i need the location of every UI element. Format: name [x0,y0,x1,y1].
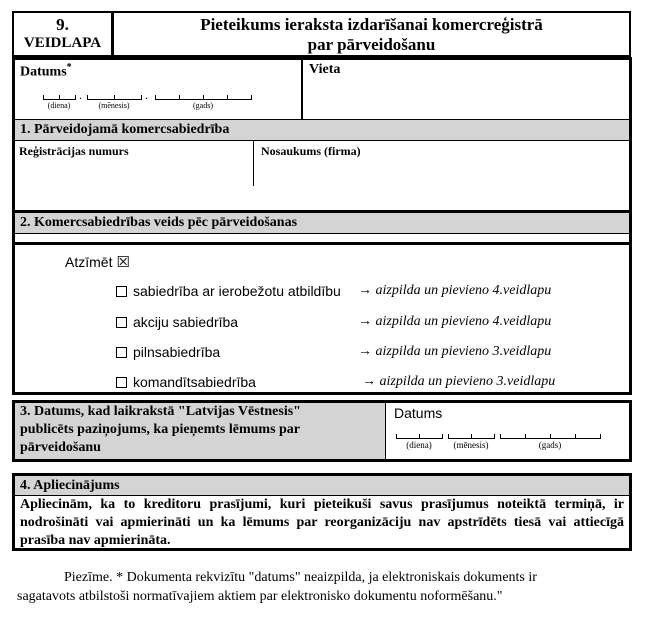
form-label: VEIDLAPA [23,35,102,51]
option-ks[interactable]: komandītsabiedrība [116,374,256,390]
section2-title: 2. Komercsabiedrības veids pēc pārveidošanas [15,213,629,234]
checked-box-icon: ☒ [116,254,130,271]
datums-label: Datums* [20,62,72,80]
section3-date-field[interactable] [396,425,606,451]
company-name-label: Nosaukums (firma) [261,144,361,158]
note-line1: Piezīme. * Dokumenta rekvizītu "datums" neaizpilda, ja elektroniskais dokuments ir [64,570,537,585]
checkbox-icon[interactable] [116,347,127,358]
option-sia[interactable]: sabiedrība ar ierobežotu atbildību [116,283,341,299]
section1 [15,119,629,185]
reg-number-label: Reģistrācijas numurs [19,144,129,158]
section4-title: 4. Apliecinājums [15,476,629,496]
option-ps-action: → aizpilda un pievieno 3.veidlapu [358,344,552,359]
form-title-line2: par pārveidošanu [307,35,436,54]
date-sub-month: (mēnesis) [98,101,130,110]
checkbox-icon[interactable] [116,317,127,328]
section2 [12,210,632,395]
option-as-action: → aizpilda un pievieno 4.veidlapu [358,314,552,329]
option-ks-action: → aizpilda un pievieno 3.veidlapu [362,374,556,389]
mark-instruction: Atzīmēt ☒ [65,254,130,271]
section1-title: 1. Pārveidojamā komercsabiedrība [15,120,629,141]
form-number: 9. [56,15,69,34]
option-ps[interactable]: pilnsabiedrība [116,344,220,360]
checkbox-icon[interactable] [116,377,127,388]
section1-divider [253,141,254,186]
note-line2: sagatavots atbilstoši normatīvajiem aktiem par elektronisko dokumentu noformēšanu." [17,589,503,604]
s3-date-sub-month: (mēnesis) [453,440,489,450]
section3 [12,400,632,462]
form-number-box [12,11,113,57]
option-sia-action: → aizpilda un pievieno 4.veidlapu [358,283,552,298]
form-title-line1: Pieteikums ieraksta izdarīšanai komercreģistrā [200,15,543,34]
date-place-divider [301,60,303,119]
option-as[interactable]: akciju sabiedrība [116,314,238,330]
date-sub-year: (gads) [193,101,213,110]
checkbox-icon[interactable] [116,286,127,297]
section4-text: Apliecinām, ka to kreditoru prasījumi, kuri pieteikuši savus prasījumus noteiktā termiņā, ir nodrošināti vai apmierināti un ka lēmums par reorganizāciju nav apstrīdēts tiesā vai attiecīgā prasība nav apmierināta. [20,497,624,548]
section3-title-line1: 3. Datums, kad laikrakstā "Latvijas Vēstnesis" [20,404,301,419]
form-title-box [112,11,631,57]
date-field[interactable]: . . (diena) (mēnesis) (gads) [43,88,257,112]
s3-date-sub-day: (diena) [406,440,432,450]
date-sub-day: (diena) [47,101,71,110]
section4 [12,473,632,551]
section3-datums-label: Datums [394,405,443,421]
section3-title-line3: pārveidošanu [20,440,101,455]
section3-title-line2: publicēts paziņojums, ka pieņemts lēmums par [20,422,301,437]
s3-date-sub-year: (gads) [538,440,562,450]
vieta-label: Vieta [309,62,341,77]
